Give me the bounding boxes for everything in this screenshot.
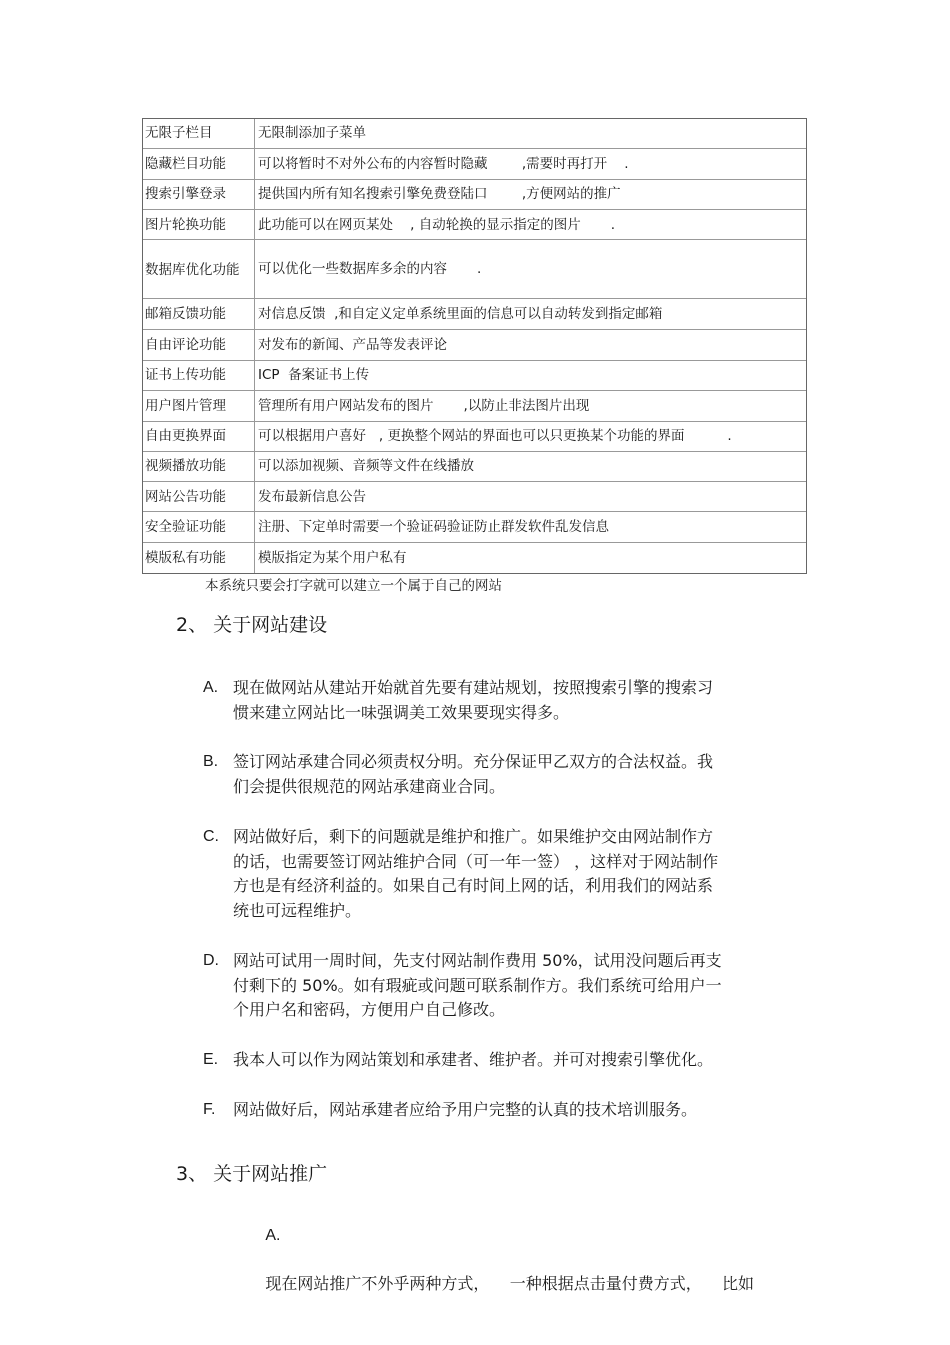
feature-description: 发布最新信息公告 xyxy=(258,488,366,505)
section-2-heading: 2、 关于网站建设 xyxy=(176,614,328,636)
feature-name: 搜索引擎登录 xyxy=(143,180,255,209)
feature-name: 无限子栏目 xyxy=(143,119,255,148)
table-row xyxy=(143,149,806,180)
feature-name: 用户图片管理 xyxy=(143,391,255,421)
table-row xyxy=(143,482,806,512)
item-letter: B. xyxy=(203,753,219,770)
feature-description: 可以添加视频、音频等文件在线播放 xyxy=(258,458,474,475)
feature-table xyxy=(142,118,807,574)
list-item xyxy=(203,750,803,799)
table-row xyxy=(143,543,806,573)
table-row xyxy=(143,180,806,210)
feature-name: 自由更换界面 xyxy=(143,422,255,451)
feature-description: 对发布的新闻、产品等发表评论 xyxy=(258,336,447,353)
feature-description: 模版指定为某个用户私有 xyxy=(258,550,407,567)
feature-name: 安全验证功能 xyxy=(143,512,255,542)
feature-description: 管理所有用户网站发布的图片 ,以防止非法图片出现 xyxy=(258,397,590,414)
list-item xyxy=(203,949,803,1023)
feature-name: 数据库优化功能 xyxy=(143,240,255,298)
feature-description: 无限制添加子菜单 xyxy=(258,125,366,142)
item-letter: E. xyxy=(203,1051,219,1068)
item-letter: A. xyxy=(265,1227,281,1244)
table-row xyxy=(143,422,806,452)
feature-name: 模版私有功能 xyxy=(143,543,255,573)
item-text: 现在做网站从建站开始就首先要有建站规划，按照搜索引擎的搜索习 惯来建立网站比一味强调美工效果要现实得多。 xyxy=(233,678,714,722)
feature-name: 隐藏栏目功能 xyxy=(143,149,255,179)
feature-name: 网站公告功能 xyxy=(143,482,255,511)
item-text: 现在网站推广不外乎两种方式， 一种根据点击量付费方式， 比如 xyxy=(265,1274,755,1293)
item-text: 网站做好后，剩下的问题就是维护和推广。如果维护交由网站制作方 的话，也需要签订网站维护合同（可一年一签） ，这样对于网站制作 方也是有经济利益的。如果自己有时间上网的话，利用我们的网站系 统也可远程维护。 xyxy=(233,827,719,920)
item-letter: D. xyxy=(203,952,219,969)
list-item xyxy=(245,1199,815,1320)
item-letter: C. xyxy=(203,828,219,845)
item-letter: A. xyxy=(203,679,219,696)
feature-name: 视频播放功能 xyxy=(143,452,255,482)
feature-description: 提供国内所有知名搜索引擎免费登陆口 ,方便网站的推广 xyxy=(258,186,621,203)
table-note: 本系统只要会打字就可以建立一个属于自己的网站 xyxy=(205,578,502,594)
feature-name: 图片轮换功能 xyxy=(143,210,255,240)
list-item xyxy=(203,1048,803,1073)
feature-description: ICP 备案证书上传 xyxy=(258,367,370,384)
table-row xyxy=(143,119,806,149)
table-row xyxy=(143,240,806,299)
table-row xyxy=(143,391,806,422)
feature-description: 可以根据用户喜好 , 更换整个网站的界面也可以只更换某个功能的界面 . xyxy=(258,428,732,445)
feature-name: 邮箱反馈功能 xyxy=(143,299,255,329)
list-item xyxy=(203,676,803,725)
list-item xyxy=(203,1098,803,1123)
table-row xyxy=(143,330,806,361)
item-text: 网站做好后，网站承建者应给予用户完整的认真的技术培训服务。 xyxy=(233,1100,698,1119)
feature-name: 自由评论功能 xyxy=(143,330,255,360)
table-row xyxy=(143,452,806,483)
feature-name: 证书上传功能 xyxy=(143,361,255,390)
table-row xyxy=(143,299,806,330)
item-text: 网站可试用一周时间，先支付网站制作费用 50%，试用没问题后再支 付剩下的 50%。如有瑕疵或问题可联系制作方。我们系统可给用户一 个用户名和密码，方便用户自己修改。 xyxy=(233,951,722,1019)
table-row xyxy=(143,512,806,543)
feature-description: 对信息反馈 ,和自定义定单系统里面的信息可以自动转发到指定邮箱 xyxy=(258,306,663,323)
item-letter: F. xyxy=(203,1101,216,1118)
feature-description: 可以将暂时不对外公布的内容暂时隐藏 ,需要时再打开 . xyxy=(258,155,629,172)
feature-description: 可以优化一些数据库多余的内容 . xyxy=(258,261,482,278)
table-row xyxy=(143,210,806,241)
table-row xyxy=(143,361,806,391)
section-3-heading: 3、 关于网站推广 xyxy=(176,1163,328,1185)
item-text: 签订网站承建合同必须责权分明。充分保证甲乙双方的合法权益。我 们会提供很规范的网站承建商业合同。 xyxy=(233,752,714,796)
feature-description: 此功能可以在网页某处 , 自动轮换的显示指定的图片 . xyxy=(258,216,616,233)
list-item xyxy=(203,825,803,923)
feature-description: 注册、下定单时需要一个验证码验证防止群发软件乱发信息 xyxy=(258,519,609,536)
item-text: 我本人可以作为网站策划和承建者、维护者。并可对搜索引擎优化。 xyxy=(233,1050,714,1069)
